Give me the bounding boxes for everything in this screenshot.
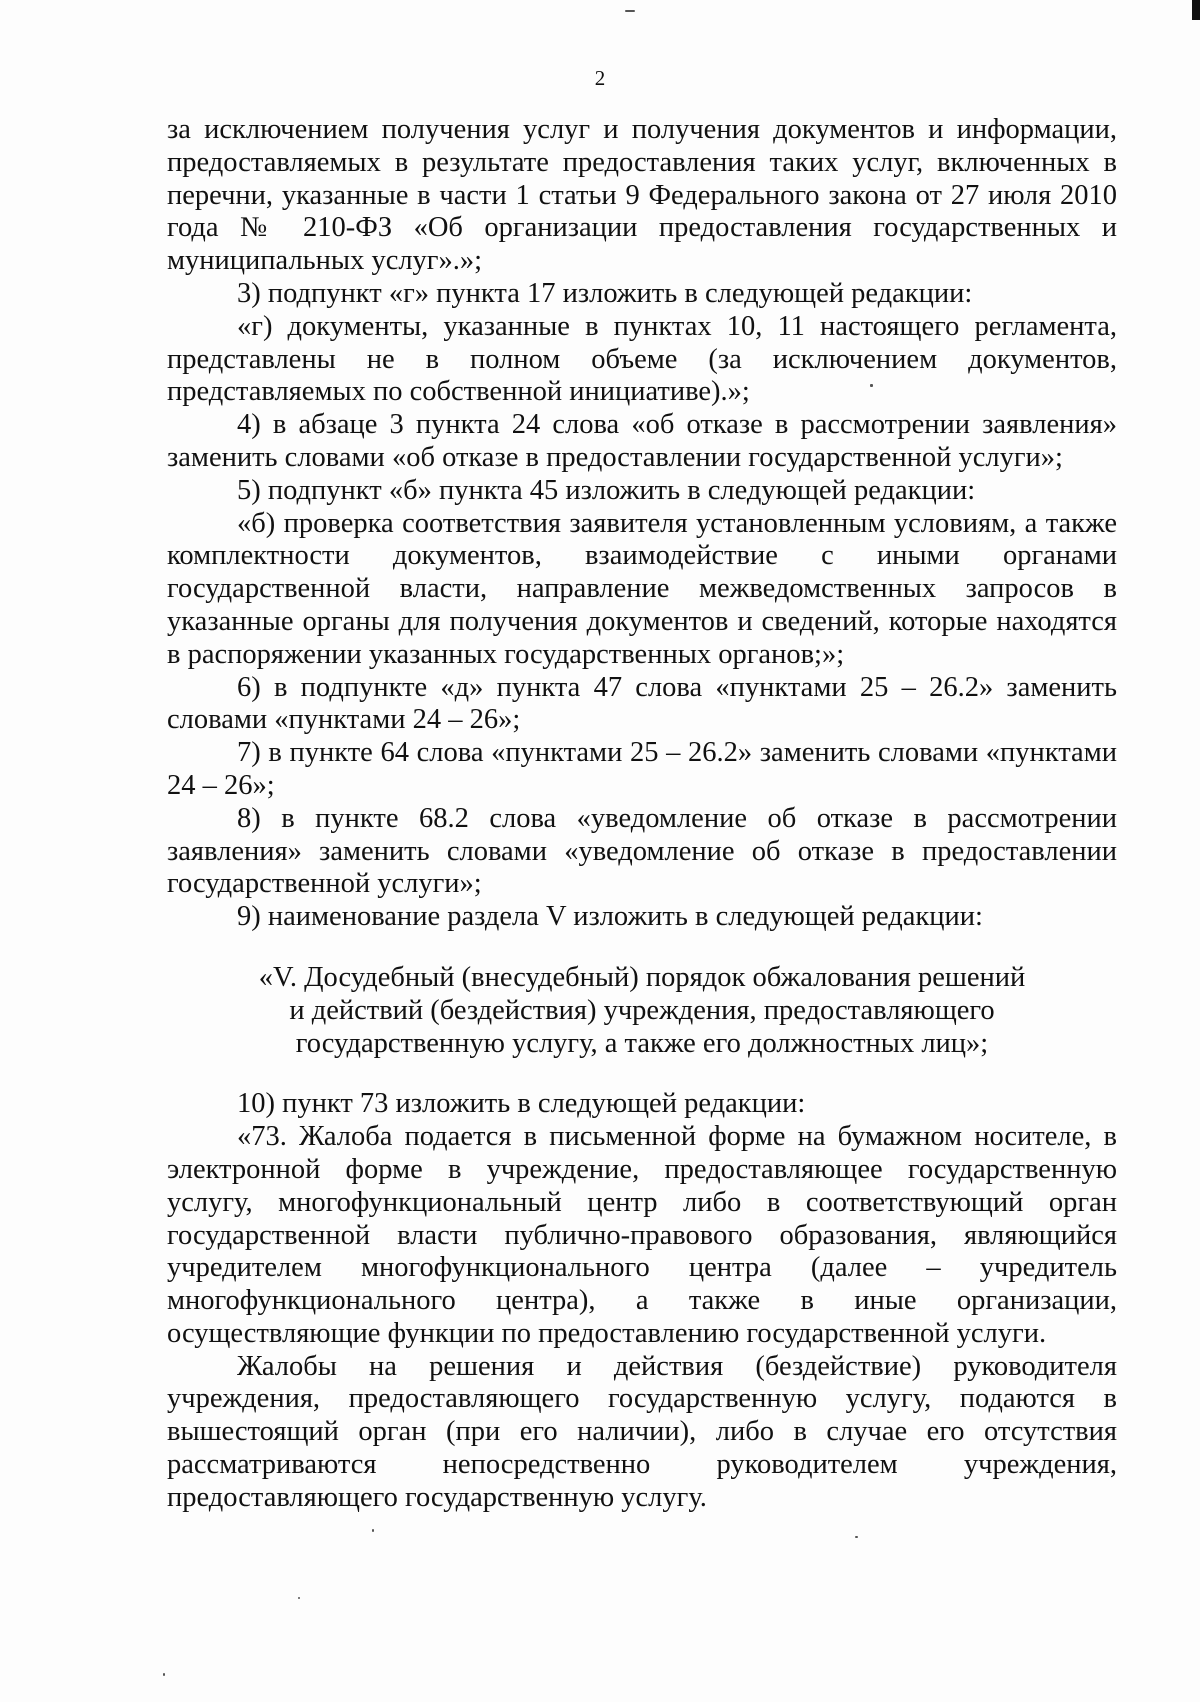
section-title-line: «V. Досудебный (внесудебный) порядок обжалования решений xyxy=(258,961,1026,993)
paragraph-continuation: за исключением получения услуг и получения документов и информации, предоставляемых в результате предоставления таких услуг, включенных в перечни, указанные в части 1 статьи 9 Федерального закона от 27 июля 2010 года № 210-ФЗ «Об организации предоставления государственных и муниципальных услуг».»; xyxy=(167,114,1117,277)
paragraph-point-73: «73. Жалоба подается в письменной форме на бумажном носителе, в электронной форме в учреждение, предоставляющее государственную услугу, многофункциональный центр либо в соответствующий орган государственной власти публично-правового образования, являющийся учредителем многофункционального центра (далее – учредитель многофункционального центра), а также в иные организации, осуществляющие функции по предоставлению государственной услуги. xyxy=(167,1121,1117,1349)
paragraph-item-8: 8) в пункте 68.2 слова «уведомление об отказе в рассмотрении заявления» заменить словами «уведомление об отказе в предоставлении государственной услуги»; xyxy=(167,802,1117,900)
paragraph-item-6: 6) в подпункте «д» пункта 47 слова «пунктами 25 – 26.2» заменить словами «пунктами 24 – 26»; xyxy=(167,671,1117,736)
scan-speck xyxy=(163,1673,165,1676)
paragraph-item-9: 9) наименование раздела V изложить в следующей редакции: xyxy=(237,901,983,933)
section-title-line: государственную услугу, а также его должностных лиц»; xyxy=(295,1027,989,1059)
section-title xyxy=(167,962,1117,1060)
paragraph-item-10: 10) пункт 73 изложить в следующей редакции: xyxy=(237,1088,806,1120)
paragraph-complaints: Жалобы на решения и действия (бездействие) руководителя учреждения, предоставляющего государственную услугу, подаются в вышестоящий орган (при его наличии), либо в случае его отсутствия рассматриваются непосредственно руководителем учреждения, предоставляющего государственную услугу. xyxy=(167,1350,1117,1513)
paragraph-subitem-g: «г) документы, указанные в пунктах 10, 11 настоящего регламента, представлены не в полном объеме (за исключением документов, представляемых по собственной инициативе).»; xyxy=(167,310,1117,408)
paragraph-item-3: 3) подпункт «г» пункта 17 изложить в следующей редакции: xyxy=(237,277,973,309)
page-number: 2 xyxy=(594,66,606,90)
scan-speck xyxy=(298,1597,300,1599)
scan-speck xyxy=(372,1529,374,1532)
section-title-line: и действий (бездействия) учреждения, предоставляющего xyxy=(289,994,995,1026)
scan-speck xyxy=(855,1536,858,1538)
document-body xyxy=(167,114,1117,1515)
paragraph-subitem-b: «б) проверка соответствия заявителя установленным условиям, а также комплектности документов, взаимодействие с иными органами государственной власти, направление межведомственных запросов в указанные органы для получения документов и сведений, которые находятся в распоряжении указанных государственных органов;»; xyxy=(167,507,1117,670)
scan-speck xyxy=(625,10,635,12)
paragraph-item-4: 4) в абзаце 3 пункта 24 слова «об отказе в рассмотрении заявления» заменить словами «об отказе в предоставлении государственной услуги»; xyxy=(167,409,1117,473)
scan-edge-mark xyxy=(1192,0,1200,20)
paragraph-item-7: 7) в пункте 64 слова «пунктами 25 – 26.2» заменить словами «пунктами 24 – 26»; xyxy=(167,737,1117,801)
paragraph-item-5: 5) подпункт «б» пункта 45 изложить в следующей редакции: xyxy=(237,474,976,506)
